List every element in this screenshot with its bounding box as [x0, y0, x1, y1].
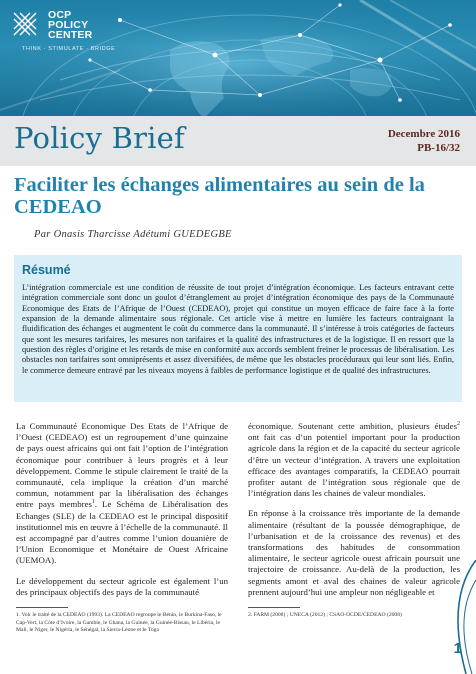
body-paragraph — [248, 421, 460, 499]
summary-box — [14, 255, 462, 402]
article-byline: Par Onasis Tharcisse Adétumi GUEDEGBE — [34, 229, 232, 240]
article-title: Faciliter les échanges alimentaires au sein de la CEDEAO — [14, 174, 425, 218]
body-column-right — [248, 421, 460, 607]
logo-line-policy-center: POLICY CENTER — [48, 19, 93, 41]
publication-code: PB-16/32 — [417, 142, 460, 154]
body-text: économique. Soutenant cette ambition, plusieurs études — [248, 421, 457, 431]
summary-text: L’intégration commerciale est une condition de réussite de tout projet d’intégration économique. Les facteurs entravant cette intégration commerciale sont donc un goulot d’étranglement au projet d’intégration économique des pays de la Communauté Economique des Etats de l’Afrique de l’Ouest (CEDEAO), projet qui constitue un moyen efficace de faire face à la forte expansion de la demande alimentaire sous régionale. Cet article vise à mettre en lumière les facteurs contraignant la fluidification des échanges et augmentent le coût du commerce dans la communauté. Il s’intéresse à trois catégories de facteurs que sont les mesures tarifaires, les mesures non tarifaires et la qualité des infrastructures et de la logistique. Il en ressort que la question des règles d’origine et les retards de mise en conformité aux accords semblent freiner le processus de libéralisation. Les obstacles non tarifaires sont omniprésents et assez diversifiées, de même que les obstacles procéduraux qui leur sont liés. Enfin, le commerce demeure entravé par les niveaux moyens à faibles de performance logistique et de qualité des infrastructures. — [22, 283, 454, 375]
body-paragraph — [16, 421, 228, 567]
body-paragraph: En réponse à la croissance très importante de la demande alimentaire (résultant de la poussée démographique, de l’urbanisation et de la croissance des revenus) et des transformations des habitudes de consommation alimentaire, le secteur agricole ouest africain poursuit une trajectoire de croissance. Au-delà de la production, les segments amont et aval des chaines de valeur agricole prennent aujourd’hui une ampleur non négligeable et — [248, 508, 460, 597]
footnote-divider — [248, 607, 300, 608]
ocp-logo-icon — [12, 9, 38, 39]
footnote-1: 1. Voir le traité de la CEDEAO (1993). La CEDEAO regroupe le Bénin, le Burkina-Faso, le Cap-Vert, la Côte d’Ivoire, la Gambie, le Ghana, la Guinée, la Guinée-Bissau, le Libéria, le Mali, le Niger, le Nigéria, le Sénégal, la Sierra-Léone et le Togo — [16, 612, 222, 633]
publication-date: Decembre 2016 — [387, 128, 460, 140]
body-column-left — [16, 421, 228, 607]
body-paragraph: Le développement du secteur agricole est également l’un des principaux objectifs des pays de la communauté — [16, 575, 228, 597]
publication-type-title: Policy Brief — [14, 121, 185, 155]
summary-heading: Résumé — [22, 263, 71, 277]
body-text: . Le Schéma de Libéralisation des Echanges (SLE) de la CEDEAO est le principal dispositif institutionnel mis en œuvre à l’échelle de la communauté. Il est accompagné par d’autres comme l’union douanière de l’Union Economique et Monétaire de Ouest Africaine (UEMOA). — [16, 499, 228, 566]
ocp-logo[interactable] — [10, 6, 116, 52]
footnote-divider — [16, 607, 68, 608]
logo-wordmark — [48, 10, 106, 40]
body-text: ont fait cas d’un potentiel important pour la production agricole dans la région et de la capacité du secteur agricole d’être un vecteur d’intégration. A travers une exploitation efficace des avantages comparatifs, la CEDEAO pourrait profiter autant de l’intégration sous régionale que de l’intégration dans les chaines de valeur mondiales. — [248, 432, 460, 499]
publication-meta — [388, 127, 460, 155]
footnote-2: 2. FARM (2008) ; UNECA (2012) ; CSAO-OCDE/CEDEAO (2008) — [248, 612, 402, 618]
footnote-ref-1[interactable]: 1 — [91, 499, 95, 506]
page-number: 1 — [453, 640, 462, 657]
logo-tagline: THINK · STIMULATE · BRIDGE — [22, 46, 116, 52]
footnote-ref-2[interactable]: 2 — [457, 421, 460, 428]
body-text: La Communauté Economique Des Etats de l’Afrique de l’Ouest (CEDEAO) est un regroupement d’une quinzaine de pays ouest africains qui ont fait l’option de l’intégration économique pour contribuer à leurs progrès et à leur développement. Comme le stipule clairement le traité de la communauté, cela implique la création d’un marché commun, notamment par la libéralisation des échanges entre pays membres — [16, 421, 228, 510]
logo-line-ocp: OCP — [48, 9, 72, 21]
header-banner — [0, 0, 476, 116]
